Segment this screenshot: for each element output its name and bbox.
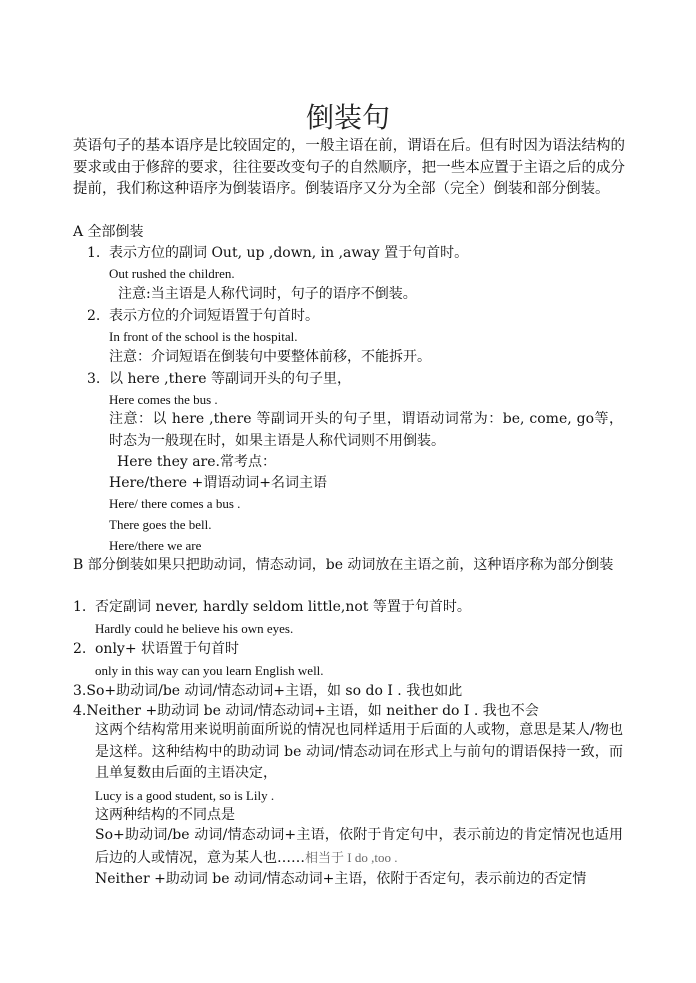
section-b-heading: B 部分倒装如果只把助动词，情态动词，be 动词放在主语之前，这种语序称为部分倒装 <box>73 557 614 573</box>
rule-text: only+ 状语置于句首时 <box>95 641 240 657</box>
so-rule-paragraph <box>95 825 623 869</box>
example-sentence: In front of the school is the hospital. <box>109 329 298 344</box>
formula-text: Here/there +谓语动词+名词主语 <box>109 475 328 491</box>
item-number: 2. <box>87 308 101 324</box>
example-sentence: Here comes the bus . <box>109 392 218 407</box>
page-title: 倒装句 <box>305 101 390 134</box>
rule-text: 以 here ,there 等副词开头的句子里， <box>109 371 351 387</box>
so-equivalent-text: 相当于 I do ,too . <box>305 849 398 865</box>
rule-text: 否定副词 never, hardly seldom little,not 等置于句首时。 <box>95 599 471 615</box>
example-sentence: Here/ there comes a bus . <box>109 496 241 511</box>
explanation-paragraph: 这两个结构常用来说明前面所说的情况也同样适用于后面的人或物，意思是某人/物也是这样。这种结构中的助动词 be 动词/情态动词在形式上与前句的谓语保持一致，而且单复数由后面的主语决定， <box>95 722 623 781</box>
example-sentence: only in this way can you learn English well. <box>95 663 324 678</box>
example-sentence: Out rushed the children. <box>109 266 235 281</box>
note-text: 注意：以 here ,there 等副词开头的句子里，谓语动词常为：be, come, go等，时态为一般现在时，如果主语是人称代词则不用倒装。 <box>109 411 623 449</box>
rule-text: 4.Neither +助动词 be 动词/情态动词+主语，如 neither do I . 我也不会 <box>73 703 539 719</box>
intro-paragraph: 英语句子的基本语序是比较固定的，一般主语在前，谓语在后。但有时因为语法结构的要求或由于修辞的要求，往往要改变句子的自然顺序，把一些本应置于主语之后的成分提前，我们称这种语序为倒装语序。倒装语序又分为全部（完全）倒装和部分倒装。 <box>73 138 625 197</box>
example-sentence: There goes the bell. <box>109 517 212 532</box>
item-number: 3. <box>87 371 101 387</box>
item-number: 1. <box>87 245 101 261</box>
example-sentence: Here/there we are <box>109 538 202 553</box>
rule-text: 表示方位的介词短语置于句首时。 <box>109 308 319 324</box>
item-number: 2. <box>73 641 87 657</box>
rule-text: 表示方位的副词 Out, up ,down, in ,away 置于句首时。 <box>109 245 469 261</box>
rule-text: 3.So+助动词/be 动词/情态动词+主语，如 so do I . 我也如此 <box>73 683 463 699</box>
note-text: 注意：介词短语在倒装句中要整体前移，不能拆开。 <box>109 349 431 365</box>
section-a-heading: A 全部倒装 <box>73 224 144 240</box>
note-text: 注意:当主语是人称代词时，句子的语序不倒装。 <box>118 286 417 302</box>
example-sentence: Here they are.常考点： <box>117 454 276 470</box>
item-number: 1. <box>73 599 87 615</box>
example-sentence: Lucy is a good student, so is Lily . <box>95 788 275 803</box>
sub-heading: 这两种结构的不同点是 <box>95 807 235 823</box>
so-rule-text: So+助动词/be 动词/情态动词+主语，依附于肯定句中，表示前边的肯定情况也适用后边的人或情况，意为某人也…… <box>95 827 623 866</box>
example-sentence: Hardly could he believe his own eyes. <box>95 621 294 636</box>
neither-rule-text: Neither +助动词 be 动词/情态动词+主语，依附于否定句，表示前边的否定情 <box>95 871 587 887</box>
